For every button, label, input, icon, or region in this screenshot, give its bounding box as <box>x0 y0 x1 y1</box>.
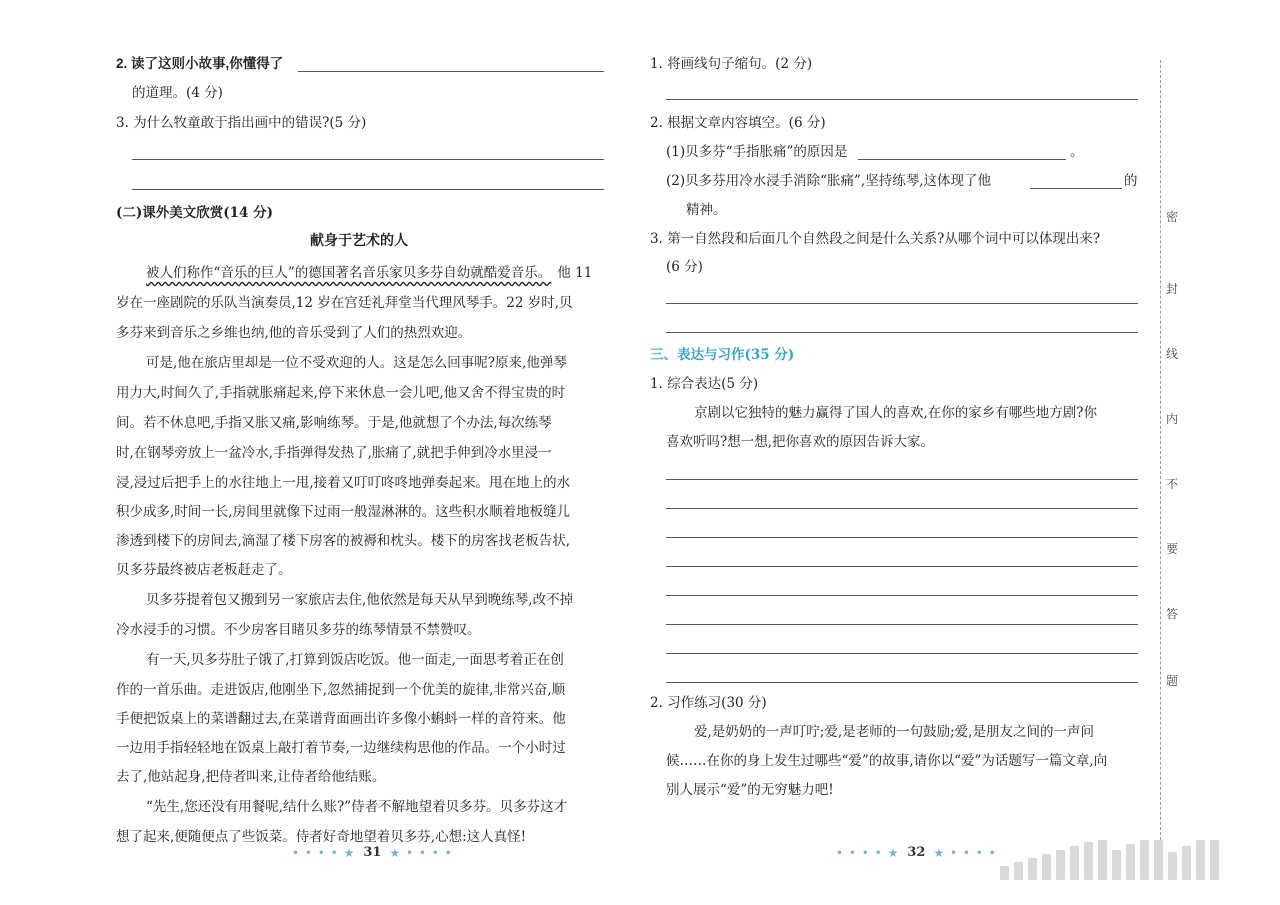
paragraph-line: 有一天,贝多芬肚子饿了,打算到饭店吃饭。他一面走,一面思考着正在创 <box>146 652 564 668</box>
section-heading: 三、表达与习作(35 分) <box>650 347 795 363</box>
answer-line[interactable] <box>132 159 604 160</box>
article-title: 献身于艺术的人 <box>310 233 408 249</box>
comp-1-heading: 1. 综合表达(5 分) <box>650 376 759 392</box>
answer-line[interactable] <box>858 159 1066 160</box>
comp-2-prompt: 爱,是奶奶的一声叮咛;爱,是老师的一句鼓励;爱,是朋友之间的一声问 <box>694 724 1094 740</box>
paragraph-line: 贝多芬提着包又搬到另一家旅店去住,他依然是每天从早到晚练琴,改不掉 <box>146 592 574 608</box>
paragraph-line: 被人们称作“音乐的巨人”的德国著名音乐家贝多芬自幼就酷爱音乐。 他 11 <box>146 265 593 281</box>
footer-stars-icon: • • • • ★ <box>836 845 900 860</box>
watermark-icon <box>1000 840 1219 880</box>
writing-line[interactable] <box>666 595 1138 596</box>
page-footer <box>292 845 453 860</box>
question-2-text: 2. 读了这则小故事,你懂得了 <box>116 56 284 71</box>
paragraph-line: 可是,他在旅店里却是一位不受欢迎的人。这是怎么回事呢?原来,他弹琴 <box>146 355 567 371</box>
paragraph-line: 贝多芬最终被店老板赶走了。 <box>116 562 292 578</box>
seal-char: 题 <box>1166 674 1179 688</box>
writing-line[interactable] <box>666 566 1138 567</box>
footer-stars-icon: ★ • • • • <box>933 845 997 860</box>
answer-line[interactable] <box>1030 188 1122 189</box>
paragraph-line: 冷水浸手的习惯。不少房客目睹贝多芬的练琴情景不禁赞叹。 <box>116 622 481 638</box>
page-number: 32 <box>907 845 926 860</box>
paragraph-line: “先生,您还没有用餐呢,结什么账?”侍者不解地望着贝多芬。贝多芬这才 <box>146 799 568 815</box>
writing-line[interactable] <box>666 624 1138 625</box>
paragraph-line: 去了,他站起身,把侍者叫来,让侍者给他结账。 <box>116 769 386 785</box>
question-2-1-suffix: 。 <box>1070 144 1084 160</box>
seal-char: 内 <box>1166 412 1179 426</box>
seal-char: 线 <box>1166 347 1179 361</box>
seal-char: 答 <box>1166 607 1179 621</box>
question-2-suffix: 的道理。(4 分) <box>132 85 223 101</box>
paragraph-line: 积少成多,时间一长,房间里就像下过雨一般湿淋淋的。这些积水顺着地板缝儿 <box>116 504 571 520</box>
seal-char: 要 <box>1166 542 1179 556</box>
seal-line <box>1160 60 1185 850</box>
comp-1-prompt: 京剧以它独特的魅力赢得了国人的喜欢,在你的家乡有哪些地方剧?你 <box>694 405 1098 421</box>
answer-line[interactable] <box>132 189 604 190</box>
page-footer <box>836 845 997 860</box>
question-2-2: (2)贝多芬用冷水浸手消除“胀痛”,坚持练琴,这体现了他 <box>666 173 992 189</box>
question-1-text: 1. 将画线句子缩句。(2 分) <box>650 56 813 72</box>
paragraph-line: 想了起来,便随便点了些饭菜。侍者好奇地望着贝多芬,心想:这人真怪! <box>116 829 527 845</box>
comp-2-prompt: 别人展示“爱”的无穷魅力吧! <box>666 782 834 798</box>
paragraph-line: 渗透到楼下的房间去,滴湿了楼下房客的被褥和枕头。楼下的房客找老板告状, <box>116 533 571 549</box>
writing-line[interactable] <box>666 508 1138 509</box>
writing-line[interactable] <box>666 682 1138 683</box>
seal-char: 不 <box>1166 477 1179 491</box>
writing-line[interactable] <box>666 537 1138 538</box>
seal-char: 封 <box>1166 282 1179 296</box>
seal-char: 密 <box>1166 210 1179 224</box>
writing-line[interactable] <box>666 479 1138 480</box>
paragraph-line: 作的一首乐曲。走进饭店,他刚坐下,忽然捕捉到一个优美的旋律,非常兴奋,顺 <box>116 682 566 698</box>
question-2-2-suffix: 的 <box>1124 173 1138 189</box>
footer-stars-icon: • • • • ★ <box>292 845 356 860</box>
comp-1-prompt: 喜欢听吗?想一想,把你喜欢的原因告诉大家。 <box>666 434 935 450</box>
question-2-text: 2. 根据文章内容填空。(6 分) <box>650 115 826 131</box>
section-heading: (二)课外美文欣赏(14 分) <box>116 205 274 221</box>
paragraph-line: 间。若不休息吧,手指又胀又痛,影响练琴。于是,他就想了个办法,每次练琴 <box>116 415 552 431</box>
question-3-points: (6 分) <box>666 259 703 275</box>
writing-line[interactable] <box>666 653 1138 654</box>
paragraph-line: 岁在一座剧院的乐队当演奏员,12 岁在宫廷礼拜堂当代理风琴手。22 岁时,贝 <box>116 295 573 311</box>
question-2-2-cont: 精神。 <box>686 202 727 218</box>
paragraph-line: 时,在钢琴旁放上一盆冷水,手指弹得发热了,胀痛了,就把手伸到冷水里浸一 <box>116 445 552 461</box>
question-3-text: 3. 第一自然段和后面几个自然段之间是什么关系?从哪个词中可以体现出来? <box>650 231 1101 247</box>
comp-2-heading: 2. 习作练习(30 分) <box>650 695 767 711</box>
paragraph-line: 浸,浸过后把手上的水往地上一甩,接着又叮叮咚咚地弹奏起来。甩在地上的水 <box>116 475 571 491</box>
paragraph-line: 用力大,时间久了,手指就胀痛起来,停下来休息一会儿吧,他又舍不得宝贵的时 <box>116 385 566 401</box>
question-3-text: 3. 为什么牧童敢于指出画中的错误?(5 分) <box>116 115 367 131</box>
answer-line[interactable] <box>298 71 604 72</box>
question-2-1: (1)贝多芬“手指胀痛”的原因是 <box>666 144 848 160</box>
answer-line[interactable] <box>666 303 1138 304</box>
comp-2-prompt: 候……在你的身上发生过哪些“爱”的故事,请你以“爱”为话题写一篇文章,向 <box>666 753 1108 769</box>
answer-line[interactable] <box>666 99 1138 100</box>
answer-line[interactable] <box>666 332 1138 333</box>
page-number: 31 <box>363 845 382 860</box>
footer-stars-icon: ★ • • • • <box>389 845 453 860</box>
paragraph-line: 一边用手指轻轻地在饭桌上敲打着节奏,一边继续构思他的作品。一个小时过 <box>116 740 566 756</box>
paragraph-line: 多芬来到音乐之乡维也纳,他的音乐受到了人们的热烈欢迎。 <box>116 325 472 341</box>
paragraph-line: 手便把饭桌上的菜谱翻过去,在菜谱背面画出许多像小蝌蚪一样的音符来。他 <box>116 711 566 727</box>
